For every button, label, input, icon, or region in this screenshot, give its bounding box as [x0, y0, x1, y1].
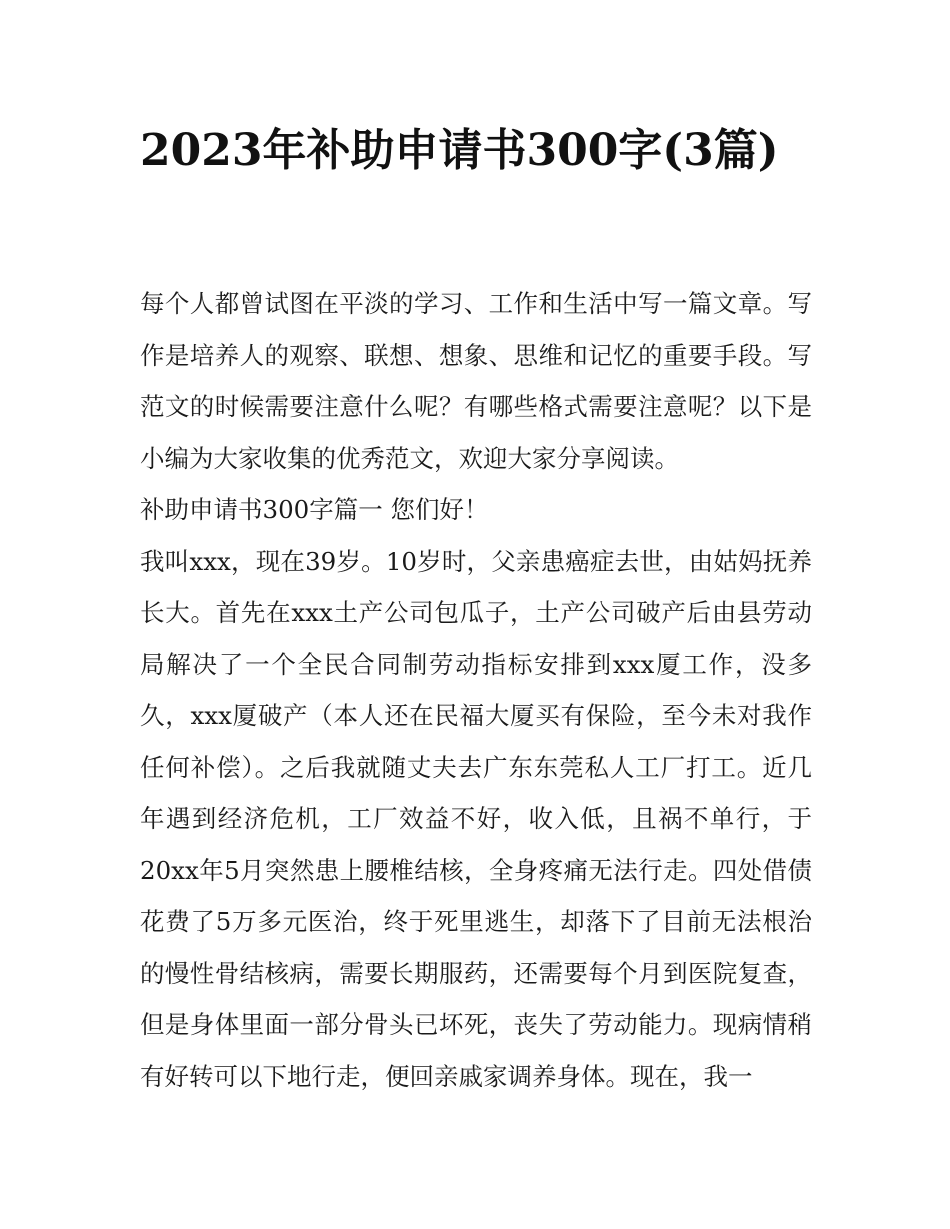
letter-body-paragraph: 我叫xxx，现在39岁。10岁时，父亲患癌症去世，由姑妈抚养长大。首先在xxx土产公司包瓜子，土产公司破产后由县劳动局解决了一个全民合同制劳动指标安排到xxx厦工作，没多久，xxx厦破产（本人还在民福大厦买有保险，至今未对我作任何补偿）。之后我就随丈夫去广东东莞私人工厂打工。近几年遇到经济危机，工厂效益不好，收入低，且祸不单行，于20xx年5月突然患上腰椎结核，全身疼痛无法行走。四处借债花费了5万多元医治，终于死里逃生，却落下了目前无法根治的慢性骨结核病，需要长期服药，还需要每个月到医院复查，但是身体里面一部分骨头已坏死，丧失了劳动能力。现病情稍有好转可以下地行走，便回亲戚家调养身体。现在，我一 — [140, 546, 812, 1091]
intro-paragraph: 每个人都曾试图在平淡的学习、工作和生活中写一篇文章。写作是培养人的观察、联想、想象、思维和记忆的重要手段。写范文的时候需要注意什么呢？有哪些格式需要注意呢？以下是小编为大家收集的优秀范文，欢迎大家分享阅读。 — [140, 289, 812, 473]
section-heading-paragraph: 补助申请书300字篇一 您们好！ — [140, 495, 489, 524]
document-body — [140, 278, 812, 1102]
document-title: 2023年补助申请书300字(3篇) — [140, 125, 779, 176]
